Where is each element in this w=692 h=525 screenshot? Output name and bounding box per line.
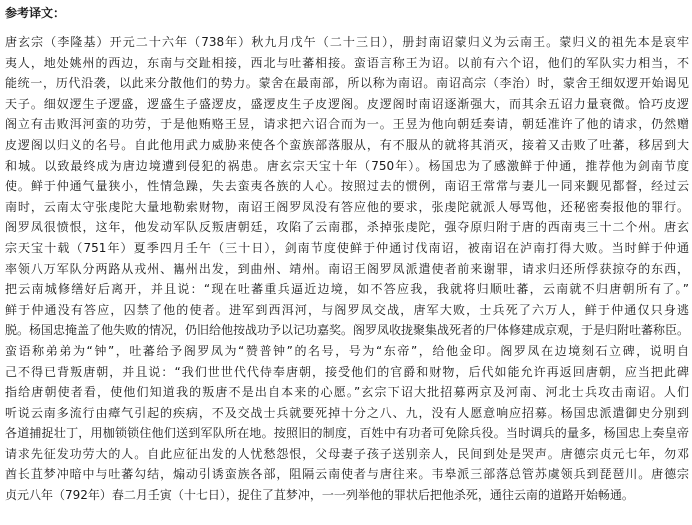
text-line: 阁罗凤很愤恨，这年，他发动军队反叛唐朝廷，攻陷了云南郡，杀掉张虔陀，强夺原归附于唐的西南夷三十二个州。唐玄 — [5, 220, 689, 235]
text-line: 唐玄宗（李隆基）开元二十六年（738年）秋九月戊午（二十三日），册封南诏蒙归义为云南王。蒙归义的祖先本是哀牢 — [5, 35, 689, 49]
text-line: 率领八万军队分两路从戎州、巂州出发，到曲州、靖州。南诏王阁罗凤派遣使者前来谢罪，请求归还所俘获掠夺的东西， — [5, 261, 689, 276]
text-line: 蛮语称弟弟为“钟”，吐蕃给予阁罗凤为“赞普钟”的名号，号为“东帝”，给他金印。阁罗凤在边境刻石立碑，说明自 — [5, 343, 689, 358]
text-line: 己不得已背叛唐朝，并且说：“我们世世代代侍奉唐朝，接受他们的官爵和财物，后代如能允许再返回唐朝，应当把此碑 — [5, 364, 689, 379]
text-line: 宗天宝十载（751年）夏季四月壬午（三十日），剑南节度使鲜于仲通讨伐南诏，被南诏在泸南打得大败。当时鲜于仲通 — [5, 240, 689, 255]
text-line: 请求先征发功劳大的人。自此应征出发的人忧愁怨恨，父母妻子孩子送别亲人，民间到处是哭声。唐德宗贞元七年，勿邓 — [5, 446, 689, 461]
text-line: 把云南城修缮好后离开，并且说：“现在吐蕃重兵逼近边境，如不答应我，我就将归顺吐蕃，云南就不归唐朝所有了。” — [5, 282, 689, 297]
text-line: 贞元八年（792年）春二月壬寅（十七日），捉住了苴梦冲，一一列举他的罪状后把他杀死，通往云南的道路开始畅通。 — [5, 488, 634, 503]
text-line: 夷人，地处姚州的西边，东南与交趾相接，西北与吐蕃相接。蛮语言称王为诏。以前有六个诏，他们的军队实力相当，不 — [5, 55, 689, 70]
text-line: 鲜于仲通没有答应，囚禁了他的使者。进军到西洱河，与阁罗凤交战，唐军大败，士兵死了六万人，鲜于仲通仅只身逃 — [5, 302, 689, 317]
text-line: 皮逻阁以归义的名号。自此他用武力威胁来使各个蛮族部落服从，有不服从的就将其消灭，接着又击败了吐蕃，移居到大 — [5, 137, 689, 152]
text-line: 南时，云南太守张虔陀大量地勒索财物，南诏王阁罗凤没有答应他的要求，张虔陀就派人辱骂他，还秘密奏报他的罪行。 — [5, 199, 689, 214]
text-line: 使。鲜于仲通气量狭小，性情急躁，失去蛮夷各族的人心。按照过去的惯例，南诏王常常与妻儿一同来觐见都督，经过云 — [5, 179, 689, 194]
translation-body — [5, 32, 689, 506]
text-line: 听说云南多流行由瘴气引起的疾病，不及交战士兵就要死掉十分之八、九，没有人愿意响应招募。杨国忠派遣御史分别到 — [5, 405, 689, 420]
text-line: 能统一，历代沿袭，以此来分散他们的势力。蒙舍在最南部，所以称为南诏。南诏高宗（李治）时，蒙舍王细奴逻开始谒见 — [5, 76, 689, 91]
text-line: 脱。杨国忠掩盖了他失败的情况，仍旧给他按战功予以记功嘉奖。阁罗凤收拢聚集战死者的尸体修建成京观，于是归附吐蕃称臣。 — [5, 323, 689, 338]
text-line: 和城。以致最终成为唐边境遭到侵犯的祸患。唐玄宗天宝十年（750年）。杨国忠为了感激鲜于仲通，推荐他为剑南节度 — [5, 158, 689, 173]
text-line: 各道捕捉壮丁，用枷锁锁住他们送到军队所在地。按照旧的制度，百姓中有功者可免除兵役。当时调兵的量多，杨国忠上奏皇帝 — [5, 426, 689, 441]
text-line: 天子。细奴逻生子逻盛，逻盛生子盛逻皮，盛逻皮生子皮逻阁。皮逻阁时南诏逐渐强大，而其余五诏力量衰微。恰巧皮逻 — [5, 96, 689, 111]
text-line: 阁立有击败洱河蛮的功劳，于是他贿赂王昱，请求把六诏合而为一。王昱为他向朝廷奏请，朝廷准许了他的请求，仍然赠 — [5, 117, 689, 132]
document — [5, 2, 689, 506]
text-line: 指给唐朝使者看，使他们知道我的叛唐不是出自本来的心愿。”玄宗下诏大批招募两京及河南、河北士兵攻击南诏。人们 — [5, 385, 689, 400]
document-heading: 参考译文： — [5, 6, 66, 20]
text-line: 酋长苴梦冲暗中与吐蕃勾结，煽动引诱蛮族各部，阻隔云南使者与唐往来。韦皋派三部落总管苏虞领兵到琵琶川。唐德宗 — [5, 467, 689, 482]
